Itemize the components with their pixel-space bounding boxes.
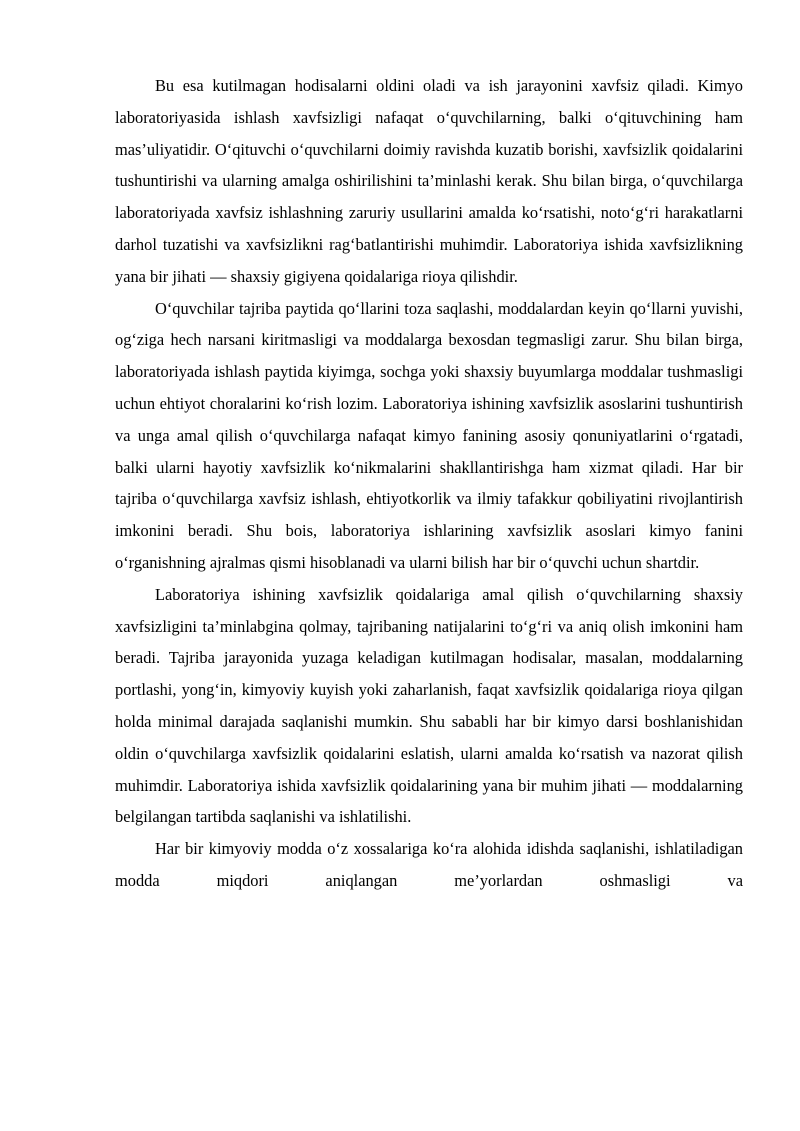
paragraph-3: Laboratoriya ishining xavfsizlik qoidalariga amal qilish o‘quvchilarning shaxsiy xavfsizligini ta’minlabgina qolmay, tajribaning natijalarini to‘g‘ri va aniq olish imkonini ham beradi. Tajriba jarayonida yuzaga keladigan kutilmagan hodisalar, masalan, moddalarning portlashi, yong‘in, kimyoviy kuyish yoki zaharlanish, faqat xavfsizlik qoidalariga rioya qilgan holda minimal darajada saqlanishi mumkin. Shu sababli har bir kimyo darsi boshlanishidan oldin o‘quvchilarga xavfsizlik qoidalarini eslatish, ularni amalda ko‘rsatish va nazorat qilish muhimdir. Laboratoriya ishida xavfsizlik qoidalarining yana bir muhim jihati — moddalarning belgilangan tartibda saqlanishi va ishlatilishi.: [115, 584, 743, 827]
document-body: [115, 70, 743, 897]
paragraph-2: O‘quvchilar tajriba paytida qo‘llarini toza saqlashi, moddalardan keyin qo‘llarni yuvishi, og‘ziga hech narsani kiritmasligi va moddalarga bexosdan tegmasligi zarur. Shu bilan birga, laboratoriyada ishlash paytida kiyimga, sochga yoki shaxsiy buyumlarga moddalar tushmasligi uchun ehtiyot choralarini ko‘rish lozim. Laboratoriya ishining xavfsizlik asoslarini tushuntirish va unga amal qilish o‘quvchilarga nafaqat kimyo fanining asosiy qonuniyatlarini o‘rgatadi, balki ularni hayotiy xavfsizlik ko‘nikmalarini shakllantirishga ham xizmat qiladi. Har bir tajriba o‘quvchilarga xavfsiz ishlash, ehtiyotkorlik va ilmiy tafakkur qobiliyatini rivojlantirish imkonini beradi. Shu bois, laboratoriya ishlarining xavfsizlik asoslari kimyo fanini o‘rganishning ajralmas qismi hisoblanadi va ularni bilish har bir o‘quvchi uchun shartdir.: [115, 298, 743, 572]
paragraph-4: Har bir kimyoviy modda o‘z xossalariga ko‘ra alohida idishda saqlanishi, ishlatiladigan modda miqdori aniqlangan me’yorlardan oshmasligi va: [115, 839, 743, 890]
paragraph-1: Bu esa kutilmagan hodisalarni oldini oladi va ish jarayonini xavfsiz qiladi. Kimyo laboratoriyasida ishlash xavfsizligi nafaqat o‘quvchilarning, balki o‘qituvchining ham mas’uliyatidir. O‘qituvchi o‘quvchilarni doimiy ravishda kuzatib borishi, xavfsizlik qoidalarini tushuntirishi va ularning amalga oshirilishini ta’minlashi kerak. Shu bilan birga, o‘quvchilarga laboratoriyada xavfsiz ishlashning zaruriy usullarini amalda ko‘rsatishi, noto‘g‘ri harakatlarni darhol tuzatishi va xavfsizlikni rag‘batlantirishi muhimdir. Laboratoriya ishida xavfsizlikning yana bir jihati — shaxsiy gigiyena qoidalariga rioya qilishdir.: [115, 76, 743, 286]
